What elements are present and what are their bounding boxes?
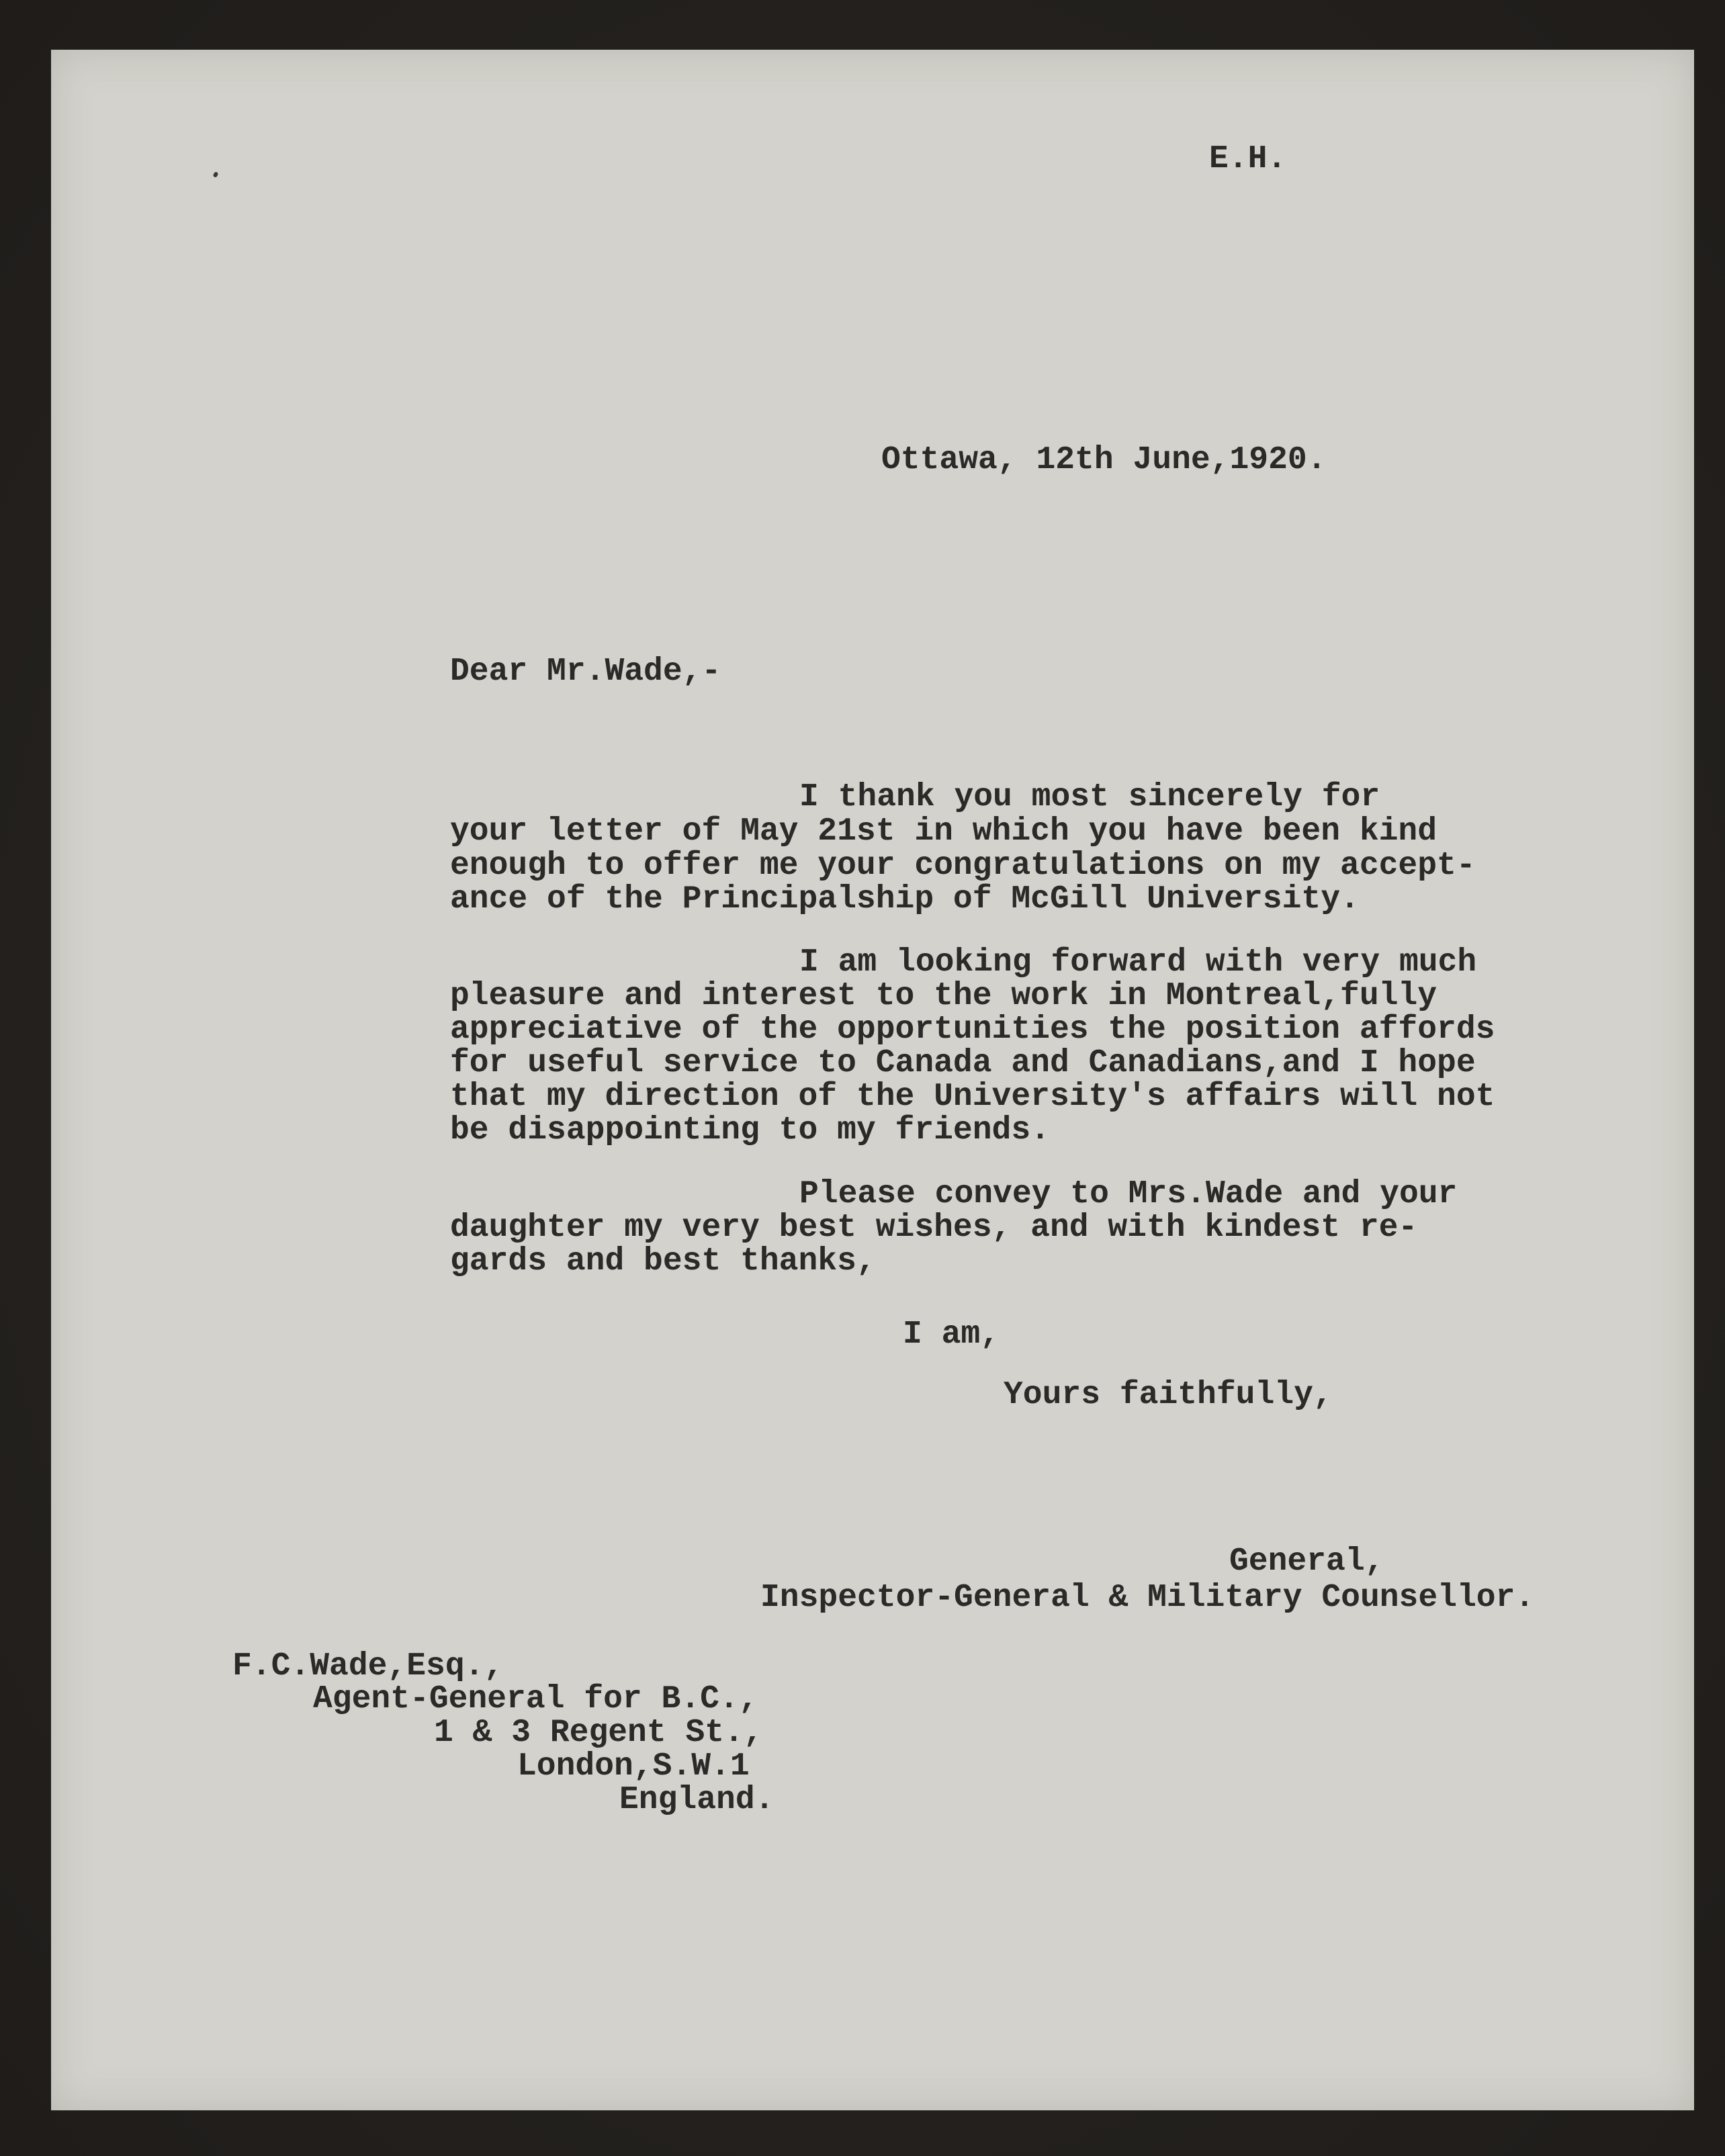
paragraph-line: enough to offer me your congratulations on my accept- — [450, 848, 1476, 884]
dateline: Ottawa, 12th June,1920. — [881, 442, 1327, 478]
paragraph-line: I am looking forward with very much — [799, 944, 1477, 981]
paragraph-line: appreciative of the opportunities the position affords — [450, 1012, 1495, 1048]
signature-rank: General, — [1229, 1543, 1384, 1580]
paragraph-line: I thank you most sincerely for — [799, 779, 1380, 815]
paragraph-line: ance of the Principalship of McGill University. — [450, 881, 1360, 917]
paragraph-line: Please convey to Mrs.Wade and your — [799, 1176, 1458, 1212]
address-line: Agent-General for B.C., — [313, 1681, 758, 1717]
closing-yours-faithfully: Yours faithfully, — [1004, 1377, 1333, 1413]
paragraph-line: your letter of May 21st in which you have been kind — [450, 813, 1438, 850]
address-line: 1 & 3 Regent St., — [434, 1715, 763, 1751]
address-line: England. — [619, 1782, 775, 1818]
paragraph-line: pleasure and interest to the work in Montreal,fully — [450, 978, 1438, 1014]
paragraph-line: be disappointing to my friends. — [450, 1112, 1050, 1149]
address-line: F.C.Wade,Esq., — [232, 1648, 504, 1685]
typist-initials: E.H. — [1209, 141, 1287, 177]
paragraph-line: that my direction of the University's affairs will not — [450, 1079, 1495, 1115]
paragraph-line: for useful service to Canada and Canadians,and I hope — [450, 1045, 1476, 1081]
paragraph-line: gards and best thanks, — [450, 1243, 876, 1279]
paragraph-line: daughter my very best wishes, and with kindest re- — [450, 1210, 1418, 1246]
address-line: London,S.W.1 — [517, 1748, 750, 1785]
closing-i-am: I am, — [903, 1316, 1000, 1353]
salutation: Dear Mr.Wade,- — [450, 654, 721, 690]
signature-title: Inspector-General & Military Counsellor. — [760, 1580, 1535, 1616]
